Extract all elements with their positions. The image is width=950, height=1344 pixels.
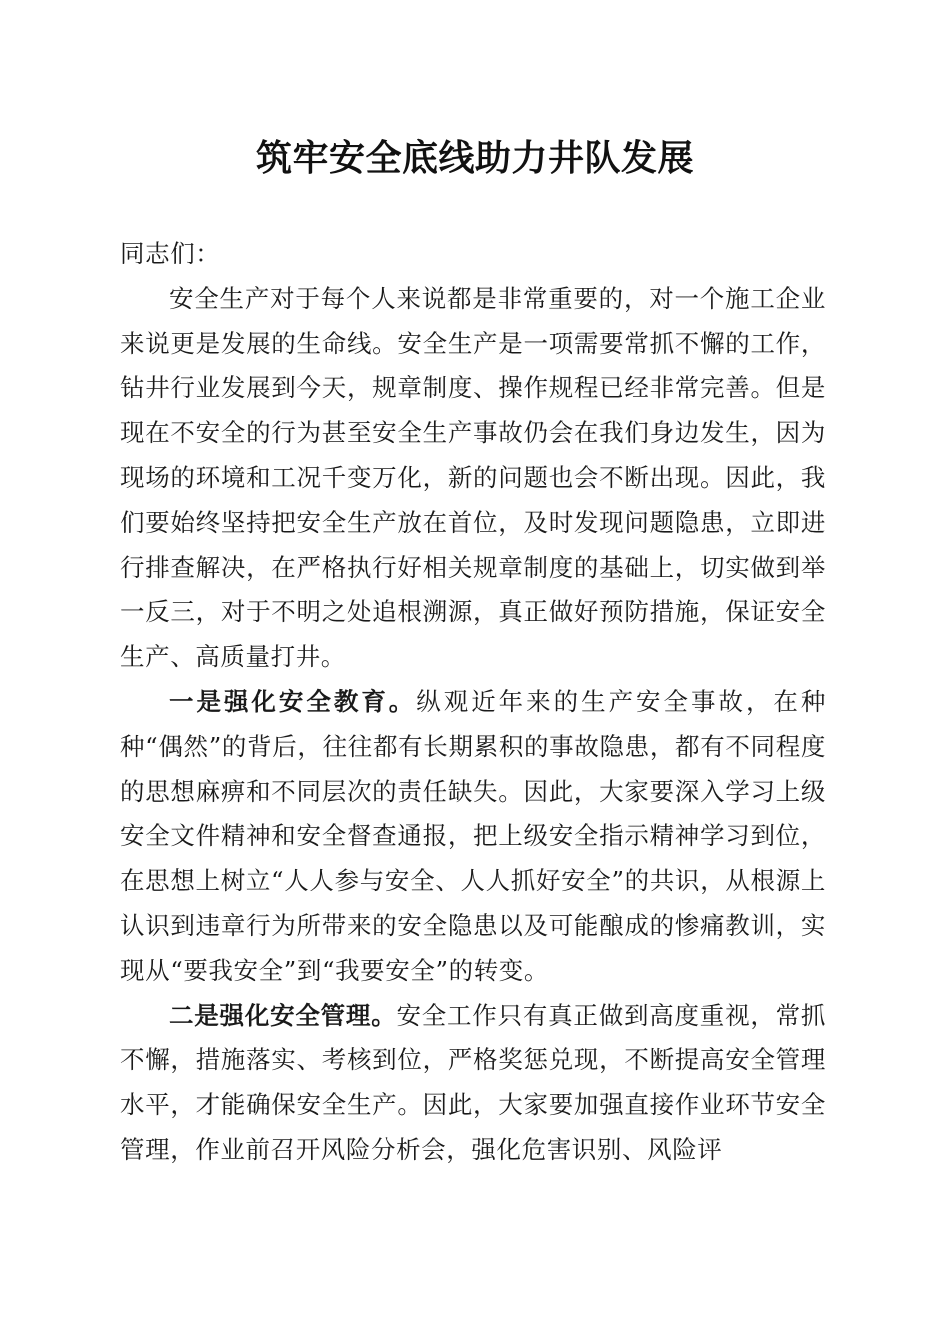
paragraph-safety-education: [120, 680, 826, 994]
paragraph-safety-management: [120, 994, 826, 1173]
paragraph-intro: [120, 277, 826, 680]
paragraph-intro-text: 安全生产对于每个人来说都是非常重要的，对一个施工企业来说更是发展的生命线。安全生产是一项需要常抓不懈的工作，钻井行业发展到今天，规章制度、操作规程已经非常完善。但是现在不安全的行为甚至安全生产事故仍会在我们身边发生，因为现场的环境和工况千变万化，新的问题也会不断出现。因此，我们要始终坚持把安全生产放在首位，及时发现问题隐患，立即进行排查解决，在严格执行好相关规章制度的基础上，切实做到举一反三，对于不明之处追根溯源，真正做好预防措施，保证安全生产、高质量打井。: [120, 283, 826, 672]
document-title: 筑牢安全底线助力井队发展: [255, 137, 694, 179]
paragraph-safety-management-text: 安全工作只有真正做到高度重视，常抓不懈，措施落实、考核到位，严格奖惩兑现，不断提高安全管理水平，才能确保安全生产。因此，大家要加强直接作业环节安全管理，作业前召开风险分析会，强化危害识别、风险评: [120, 1000, 826, 1164]
paragraph-safety-education-lead: 一是强化安全教育。: [169, 686, 417, 716]
salutation: 同志们：: [120, 239, 221, 268]
paragraph-safety-management-lead: 二是强化安全管理。: [169, 1000, 397, 1030]
document-body: [120, 232, 826, 1173]
paragraph-safety-education-text: 纵观近年来的生产安全事故，在种种“偶然”的背后，往往都有长期累积的事故隐患，都有不同程度的思想麻痹和不同层次的责任缺失。因此，大家要深入学习上级安全文件精神和安全督查通报，把上级安全指示精神学习到位，在思想上树立“人人参与安全、人人抓好安全”的共识，从根源上认识到违章行为所带来的安全隐患以及可能酿成的惨痛教训，实现从“要我安全”到“我要安全”的转变。: [120, 686, 826, 985]
